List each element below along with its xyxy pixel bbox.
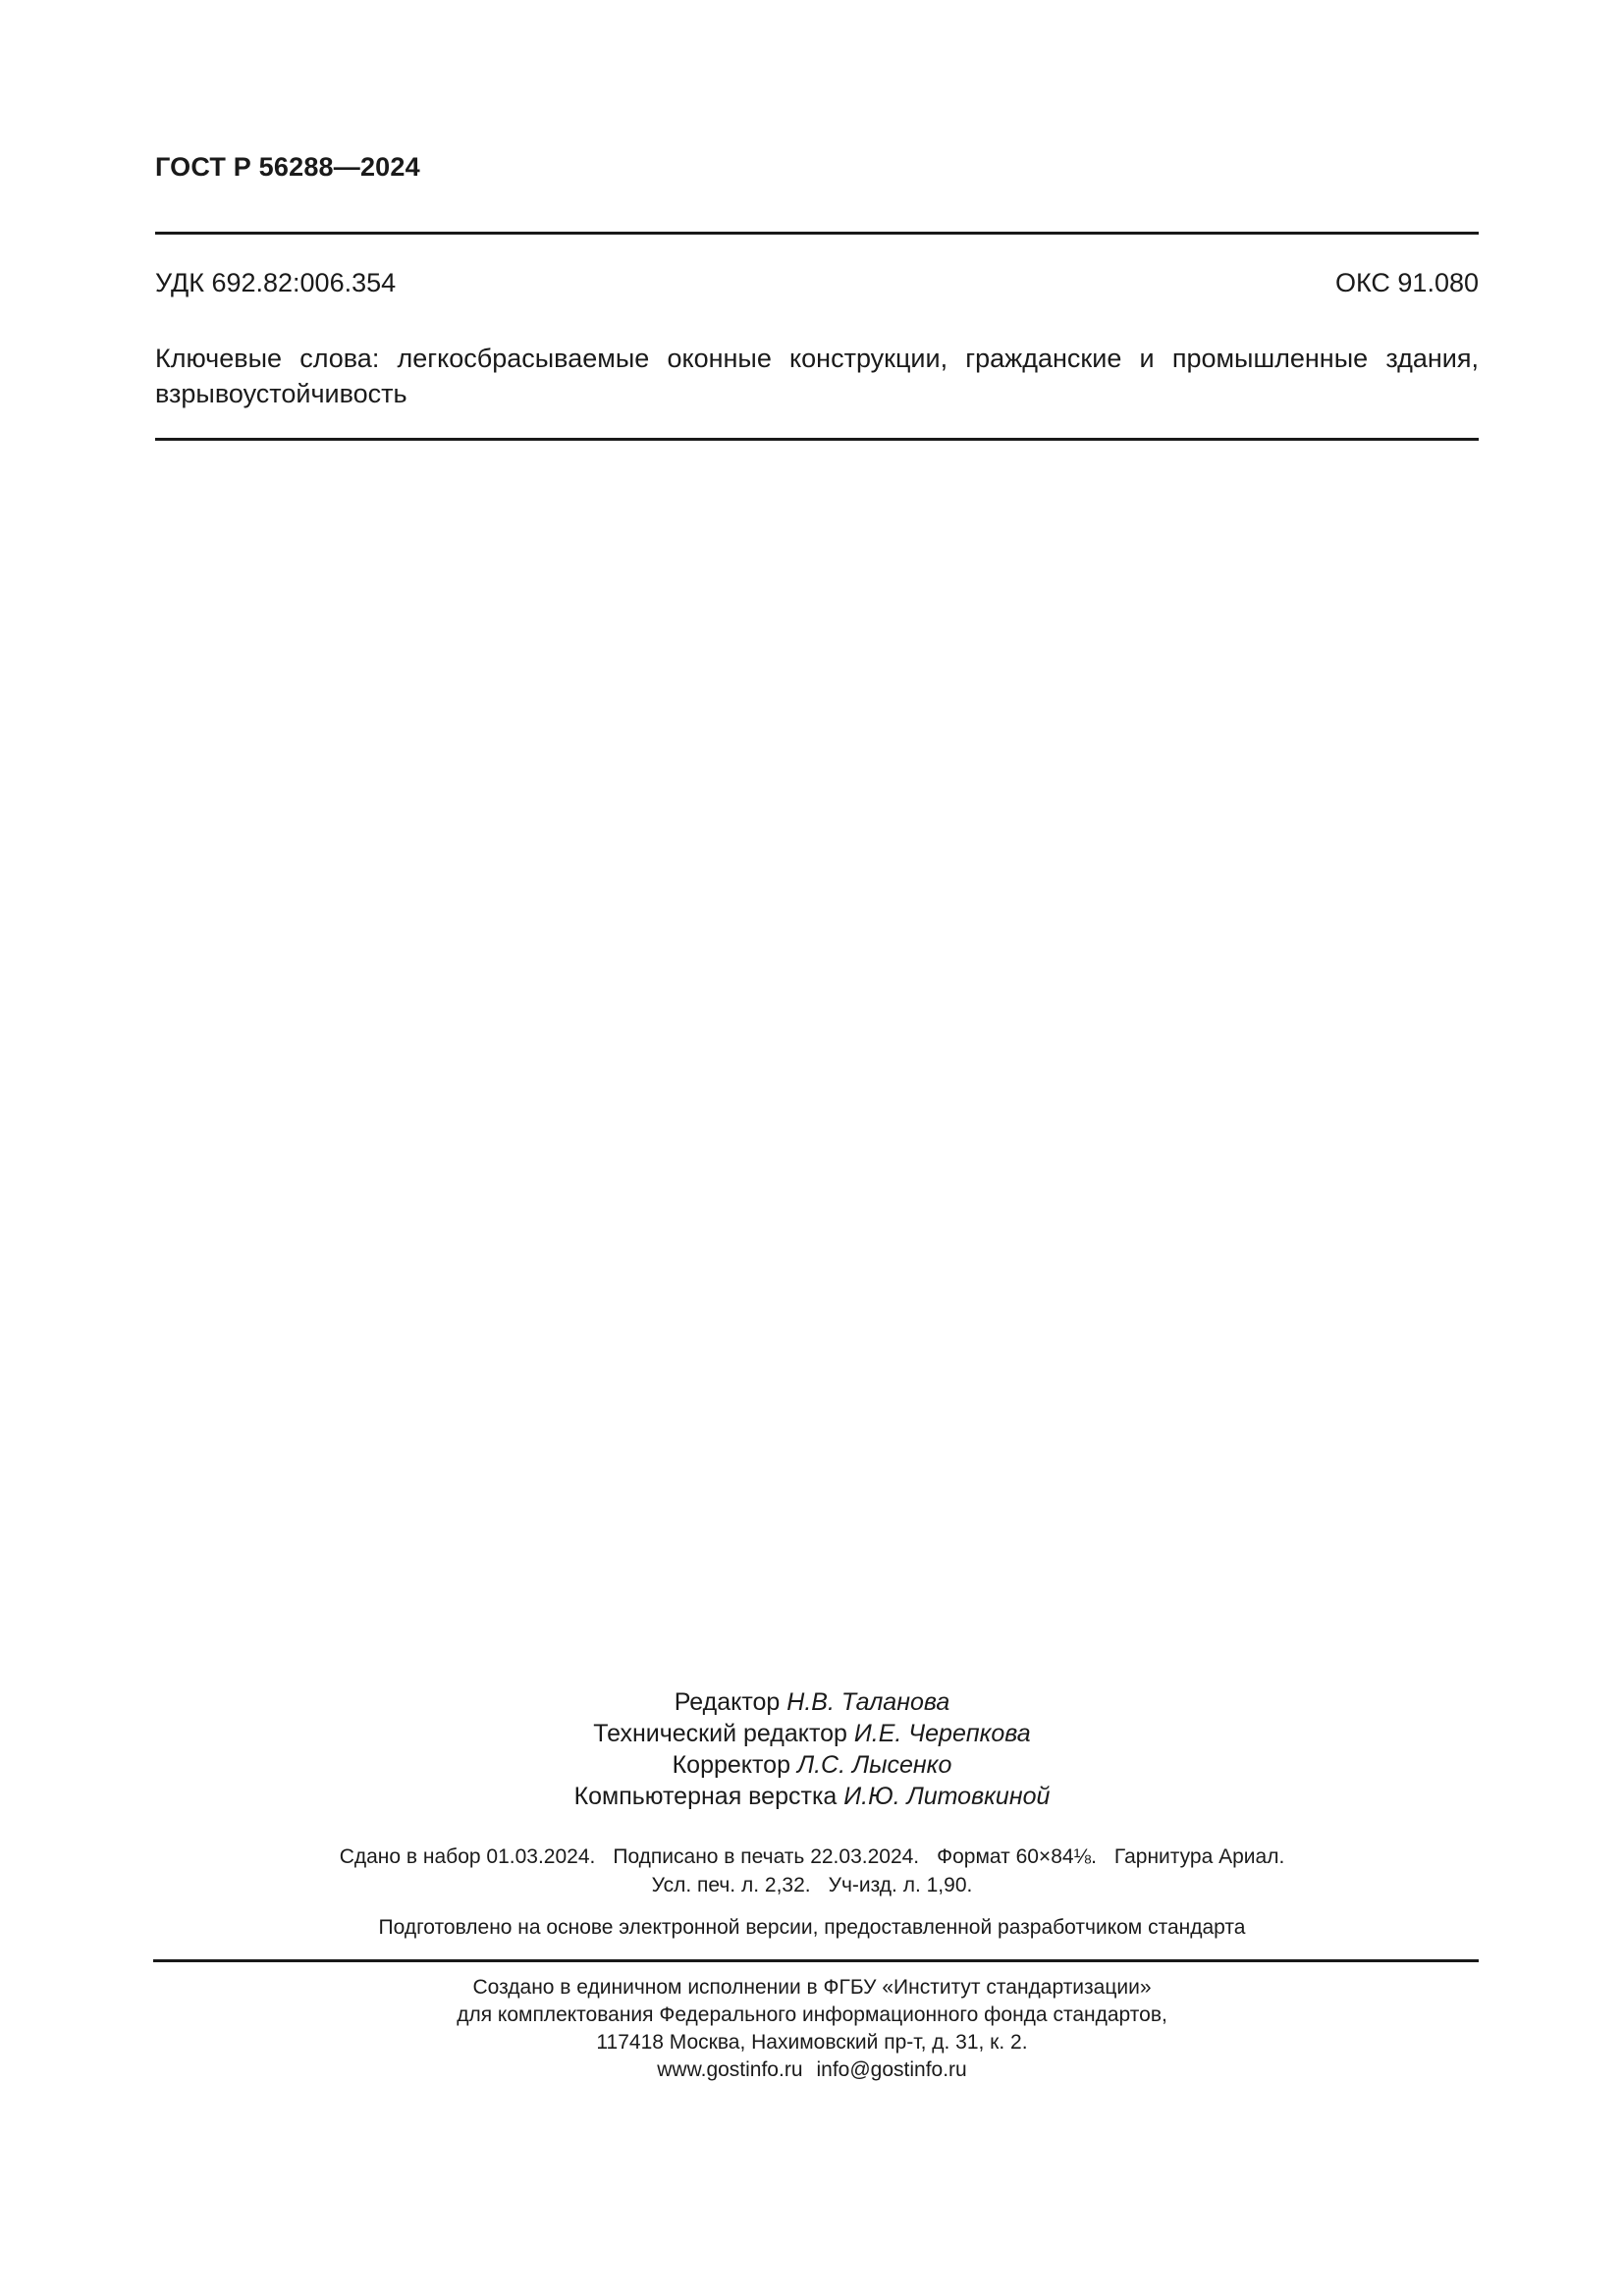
staff-role: Технический редактор [593,1720,847,1747]
keywords-divider [155,438,1479,441]
print-info [0,1842,1624,1899]
keywords-text: Ключевые слова: легкосбрасываемые оконные конструкции, гражданские и промышленные здания, взрывоустойчивость [155,344,1479,408]
staff-editor [0,1686,1624,1718]
prepared-note: Подготовлено на основе электронной версии, предоставленной разработчиком стандарта [378,1916,1246,1939]
print-info-line-2 [0,1871,1624,1899]
top-divider [155,232,1479,235]
publisher-contacts [0,2056,1624,2084]
publisher-line-2: для комплектования Федерального информационного фонда стандартов, [457,2003,1167,2026]
typeface: Гарнитура Ариал. [1113,1845,1285,1868]
publisher-address: 117418 Москва, Нахимовский пр-т, д. 31, к. 2. [596,2031,1028,2054]
set-date: Сдано в набор 01.03.2024. [339,1845,596,1868]
publisher-info [0,1974,1624,2084]
print-info-line-1 [0,1842,1624,1871]
staff-name: Н.В. Таланова [786,1688,950,1716]
print-sheets: Усл. печ. л. 2,32. [651,1874,811,1896]
udk-code: УДК 692.82:006.354 [155,268,397,297]
publisher-email: info@gostinfo.ru [816,2058,967,2081]
staff-role: Корректор [672,1751,790,1779]
staff-credits [0,1686,1624,1812]
staff-role: Компьютерная верстка [573,1783,838,1810]
paper-format: Формат 60×84⅛. [937,1845,1097,1868]
staff-proofreader [0,1749,1624,1781]
document-number: ГОСТ Р 56288—2024 [155,152,420,182]
staff-name: Л.С. Лысенко [796,1751,952,1779]
staff-name: И.Ю. Литовкиной [843,1783,1051,1810]
sign-date: Подписано в печать 22.03.2024. [613,1845,920,1868]
staff-name: И.Е. Черепкова [853,1720,1031,1747]
staff-role: Редактор [674,1688,781,1716]
bottom-divider [153,1959,1479,1962]
publisher-line-1: Создано в единичном исполнении в ФГБУ «Институт стандартизации» [472,1976,1152,1999]
oks-code: ОКС 91.080 [1334,268,1479,297]
publisher-website: www.gostinfo.ru [657,2058,803,2081]
publ-sheets: Уч-изд. л. 1,90. [828,1874,973,1896]
staff-layout [0,1781,1624,1812]
staff-technical-editor [0,1718,1624,1749]
